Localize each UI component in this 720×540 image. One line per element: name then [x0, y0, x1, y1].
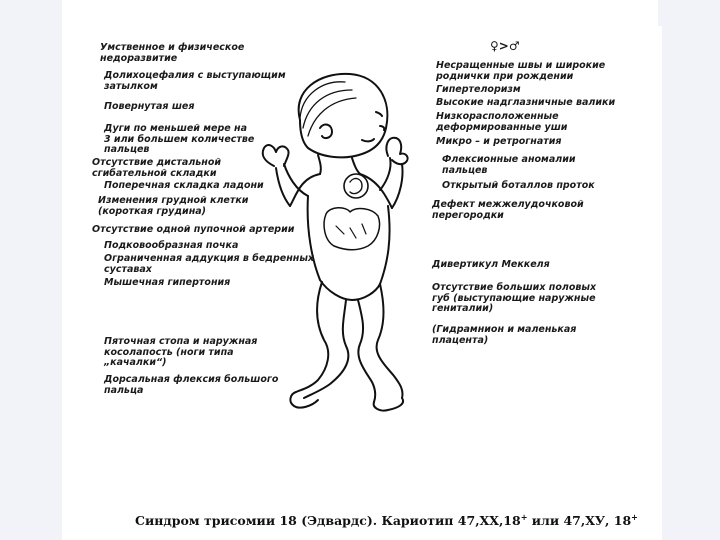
ear-mark	[320, 125, 332, 139]
label-chest-changes: Изменения грудной клетки (короткая грудина)	[98, 195, 249, 217]
label-single-umbilical-artery: Отсутствие одной пупочной артерии	[92, 224, 295, 235]
right-arm	[380, 158, 403, 208]
label-ventricular-septal-defect: Дефект межжелудочковой перегородки	[432, 199, 584, 221]
right-leg	[358, 300, 375, 402]
label-muscle-hypertonia: Мышечная гипертония	[104, 277, 231, 288]
label-mental-physical-retardation: Умственное и физическое недоразвитие	[100, 42, 245, 64]
left-hand	[263, 145, 289, 166]
head-outline	[299, 74, 388, 158]
heart-sketch	[344, 174, 368, 198]
label-transverse-palmar-crease: Поперечная складка ладони	[104, 180, 264, 191]
label-patent-ductus-arteriosus: Открытый боталлов проток	[442, 180, 595, 191]
label-finger-arches: Дуги по меньшей мере на 3 или большем количестве пальцев	[104, 123, 255, 155]
label-low-set-ears: Низкорасположенные деформированные уши	[436, 111, 568, 133]
label-unfused-sutures: Несращенные швы и широкие роднички при рождении	[436, 60, 606, 82]
label-sex-ratio: ♀>♂	[490, 39, 520, 53]
left-arm	[276, 164, 308, 206]
label-absent-distal-crease: Отсутствие дистальной сгибательной складки	[92, 157, 222, 179]
hair-shading	[300, 82, 356, 136]
label-hypertelorism: Гипертелоризм	[436, 84, 521, 95]
label-hydramnios-small-placenta: (Гидрамнион и маленькая плацента)	[432, 324, 577, 346]
abdominal-organs-sketch	[324, 208, 379, 250]
label-dolichocephaly: Долихоцефалия с выступающим затылком	[104, 70, 286, 92]
right-foot	[374, 398, 403, 411]
label-high-supraorbital-ridges: Высокие надглазничные валики	[436, 97, 616, 108]
label-micrognathia: Микро – и ретрогнатия	[436, 136, 562, 147]
label-dorsal-flexion-big-toe: Дорсальная флексия большого пальца	[104, 374, 279, 396]
label-horseshoe-kidney: Подковообразная почка	[104, 240, 239, 251]
face-features	[362, 112, 384, 141]
label-finger-flexion-anomalies: Флексионные аномалии пальцев	[442, 154, 576, 176]
torso-outline	[290, 174, 392, 208]
figure-caption: Синдром трисомии 18 (Эдвардс). Кариотип 47,ХХ,18+ или 47,ХУ, 18+	[135, 512, 638, 529]
label-absent-labia-majora: Отсутствие больших половых губ (выступающие наружные гениталии)	[432, 282, 597, 314]
label-meckel-diverticulum: Дивертикул Меккеля	[432, 259, 550, 270]
label-turned-neck: Повернутая шея	[104, 101, 195, 112]
label-limited-hip-adduction: Ограниченная аддукция в бедренных суставах	[104, 253, 315, 275]
label-rocker-bottom-feet: Пяточная стопа и наружная косолапость (ноги типа „качалки“)	[104, 336, 258, 368]
left-leg	[296, 282, 328, 392]
